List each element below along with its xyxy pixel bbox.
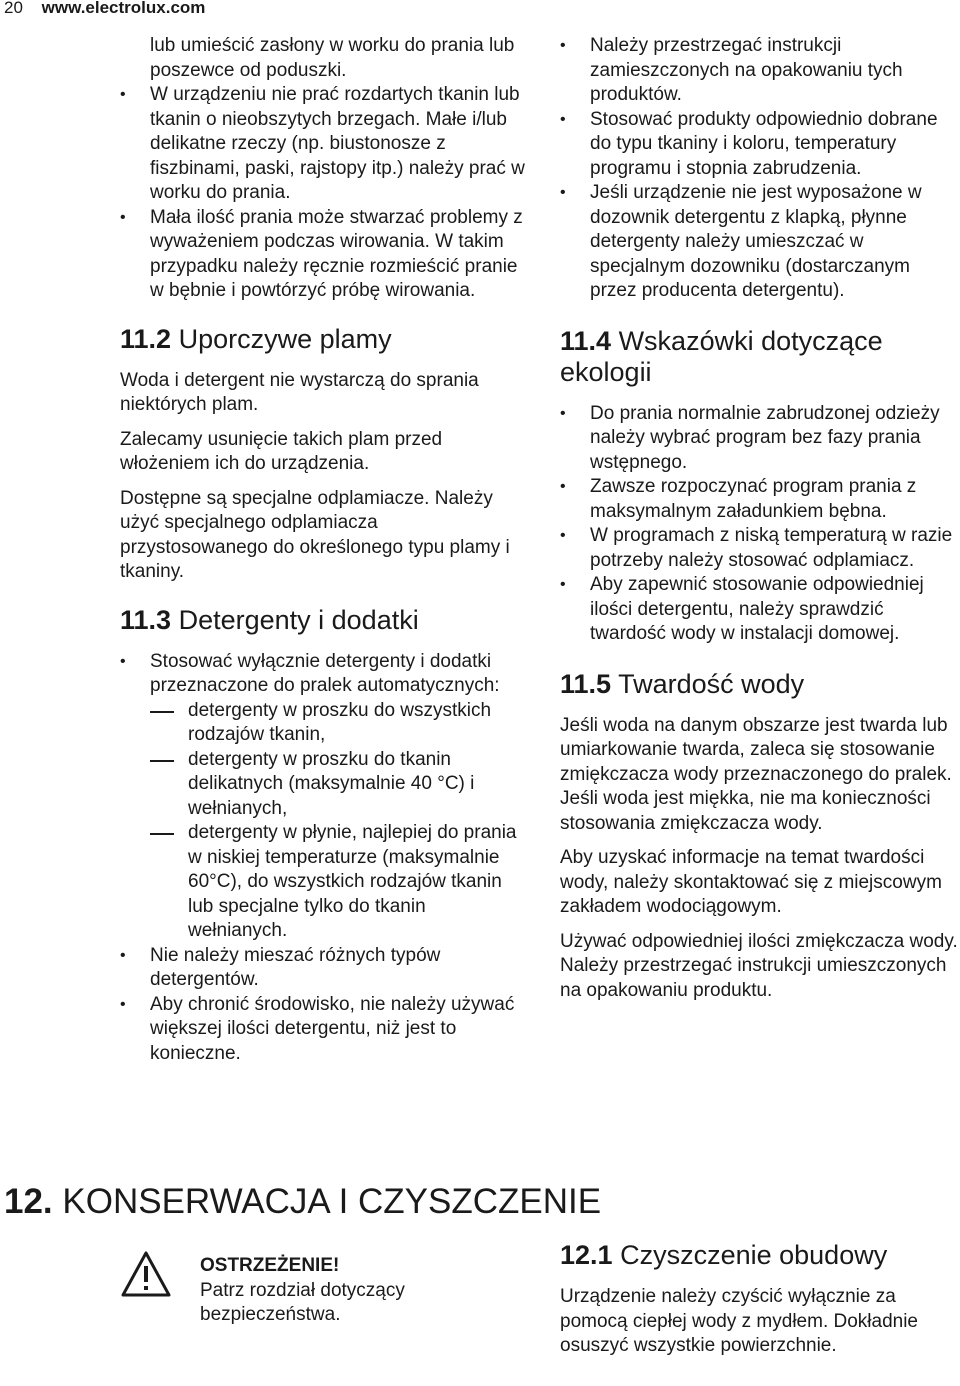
section-number: 11.2 — [120, 323, 172, 354]
bullet-list — [120, 650, 525, 1067]
header-url: www.electrolux.com — [41, 0, 206, 17]
list-item: • Jeśli urządzenie nie jest wyposażone w dozownik detergentu z klapką, płynne detergenty należy umieszczać w specjalnym dozowniku (dostarczanym przez producenta detergentu). — [560, 181, 960, 304]
list-item — [120, 650, 525, 944]
chapter-title: KONSERWACJA I CZYSZCZENIE — [62, 1182, 602, 1221]
list-item: • W programach z niską temperaturą w razie potrzeby należy stosować odplamiacz. — [560, 524, 960, 573]
warning-title: OSTRZEŻENIE! — [200, 1255, 340, 1276]
section-heading-11-4 — [560, 326, 960, 388]
warning-line: bezpieczeństwa. — [200, 1304, 341, 1325]
list-item: • Stosować produkty odpowiednio dobrane do typu tkaniny i koloru, temperatury programu i stopnia zabrudzenia. — [560, 108, 960, 182]
paragraph: Urządzenie należy czyścić wyłącznie za pomocą ciepłej wody z mydłem. Dokładnie osuszyć wszystkie powierzchnie. — [560, 1286, 918, 1356]
list-item-text: Stosować wyłącznie detergenty i dodatki przeznaczone do pralek automatycznych: — [150, 650, 500, 696]
section-title: Czyszczenie obudowy — [620, 1240, 888, 1270]
list-item: • Nie należy mieszać różnych typów detergentów. — [120, 944, 525, 993]
chapter-heading-12 — [4, 1180, 601, 1224]
continuation-text: lub umieścić zasłony w worku do prania lub poszewce od poduszki. — [150, 35, 515, 81]
section-number: 11.3 — [120, 604, 172, 635]
section-title: Detergenty i dodatki — [178, 604, 419, 635]
bullet-list — [560, 402, 960, 647]
dash-item: detergenty w płynie, najlepiej do prania w niskiej temperaturze (maksymalnie 60°C), do wszystkich rodzajów tkanin lub specjalne tylko do tkanin wełnianych. — [150, 821, 525, 944]
dash-item: detergenty w proszku do tkanin delikatnych (maksymalnie 40 °C) i wełnianych, — [150, 748, 525, 822]
section-heading-11-5 — [560, 669, 960, 700]
left-column — [120, 34, 525, 1066]
section-heading-11-3 — [120, 605, 525, 636]
section-title: Twardość wody — [618, 668, 805, 699]
paragraph: Używać odpowiedniej ilości zmiękczacza wody. Należy przestrzegać instrukcji umieszczonych na opakowaniu produktu. — [560, 930, 958, 1001]
dash-item: detergenty w proszku do wszystkich rodzajów tkanin, — [150, 699, 525, 748]
warning-line: Patrz rozdział dotyczący — [200, 1279, 405, 1301]
paragraph: Aby uzyskać informacje na temat twardości wody, należy skontaktować się z miejscowym zakładem wodociągowym. — [560, 847, 942, 917]
right-column — [560, 34, 960, 1013]
section-title: Wskazówki dotyczące ekologii — [560, 325, 883, 387]
warning-text — [200, 1254, 405, 1328]
list-item: • W urządzeniu nie prać rozdartych tkanin lub tkanin o nieobszytych brzegach. Małe i/lub delikatne rzeczy (np. biustonosze z fiszbinami, paski, rajstopy itp.) należy prać w worku do prania. — [120, 83, 525, 206]
list-item: • Do prania normalnie zabrudzonej odzieży należy wybrać program bez fazy prania wstępnego. — [560, 402, 960, 476]
section-12-1 — [560, 1240, 960, 1369]
paragraph: Jeśli woda na danym obszarze jest twarda lub umiarkowanie twarda, zaleca się stosowanie zmiękczacza wody przeznaczonego do pralek. Jeśli woda jest miękka, nie ma konieczności stosowania zmiękczacza wody. — [560, 714, 952, 834]
bullet-list — [560, 34, 960, 304]
list-item: • Mała ilość prania może stwarzać problemy z wyważeniem podczas wirowania. W takim przypadku należy ręcznie rozmieścić pranie w bębnie i powtórzyć próbę wirowania. — [120, 206, 525, 304]
section-number: 11.4 — [560, 325, 612, 356]
section-title: Uporczywe plamy — [178, 323, 392, 354]
page-number: 20 — [4, 0, 23, 17]
section-heading-11-2 — [120, 324, 525, 355]
section-number: 12.1 — [560, 1240, 613, 1270]
dash-list — [150, 699, 525, 944]
chapter-number: 12. — [4, 1182, 53, 1221]
list-item: • Zawsze rozpoczynać program prania z maksymalnym załadunkiem bębna. — [560, 475, 960, 524]
list-item: • Aby zapewnić stosowanie odpowiedniej ilości detergentu, należy sprawdzić twardość wody w instalacji domowej. — [560, 573, 960, 647]
paragraph: Dostępne są specjalne odplamiacze. Należy użyć specjalnego odplamiacza przystosowanego do określonego typu plamy i tkaniny. — [120, 487, 510, 582]
section-number: 11.5 — [560, 668, 612, 699]
list-item: • Należy przestrzegać instrukcji zamieszczonych na opakowaniu tych produktów. — [560, 34, 960, 108]
page-header — [4, 0, 205, 22]
paragraph: Woda i detergent nie wystarczą do sprania niektórych plam. — [120, 369, 479, 415]
section-heading-12-1 — [560, 1240, 960, 1271]
warning-triangle-icon — [120, 1250, 172, 1298]
paragraph: Zalecamy usunięcie takich plam przed włożeniem ich do urządzenia. — [120, 428, 443, 474]
list-item: • Aby chronić środowisko, nie należy używać większej ilości detergentu, niż jest to konieczne. — [120, 993, 525, 1067]
bullet-list — [120, 83, 525, 304]
